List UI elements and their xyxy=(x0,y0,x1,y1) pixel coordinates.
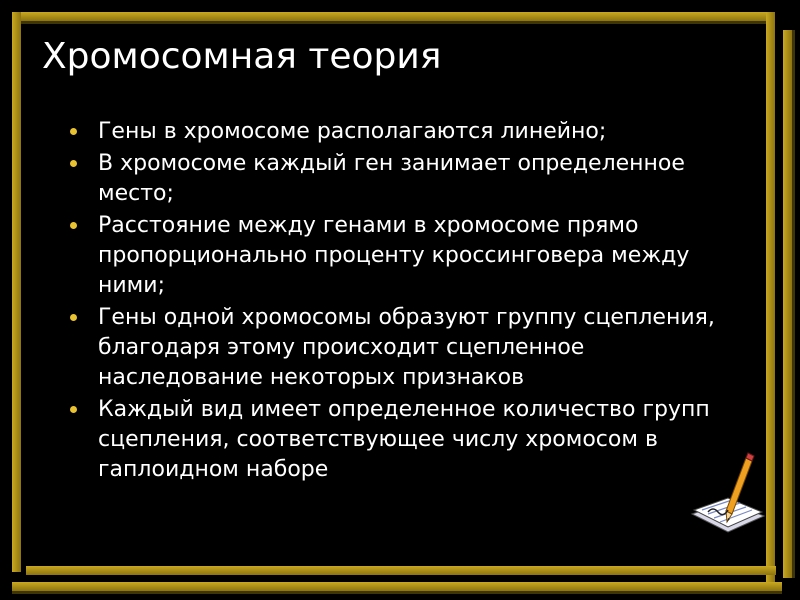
bullet-dot-icon xyxy=(70,128,77,135)
frame-left-bar xyxy=(12,12,21,572)
frame-right-outer-bar xyxy=(783,30,792,578)
frame-top-shadow xyxy=(14,21,774,24)
bullet-text: Гены одной хромосомы образуют группу сцепления, благодаря этому происходит сцепленное наследование некоторых признаков xyxy=(98,305,715,390)
bullet-item xyxy=(68,211,728,301)
bullet-dot-icon xyxy=(70,160,77,167)
bullet-dot-icon xyxy=(70,314,77,321)
slide-title: Хромосомная теория xyxy=(42,36,442,77)
frame-right-outer-shadow xyxy=(792,30,795,578)
bullet-dot-icon xyxy=(70,222,77,229)
bullet-text: В хромосоме каждый ген занимает определенное место; xyxy=(98,151,685,206)
frame-bottom-outer-bar xyxy=(12,582,782,591)
pencil-on-notepad-icon xyxy=(688,452,768,542)
bullet-text: Расстояние между генами в хромосоме прямо пропорционально проценту кроссинговера между ними; xyxy=(98,213,690,298)
bullet-item xyxy=(68,303,728,393)
bullet-item xyxy=(68,117,728,147)
frame-bottom-bar xyxy=(26,566,776,575)
bullet-text: Гены в хромосоме располагаются линейно; xyxy=(98,119,607,144)
bullet-dot-icon xyxy=(70,406,77,413)
bullet-item xyxy=(68,395,728,485)
frame-top-bar xyxy=(12,12,774,21)
bullet-text: Каждый вид имеет определенное количество групп сцепления, соответствующее числу хромосом в гаплоидном наборе xyxy=(98,397,710,482)
frame-bottom-outer-shadow xyxy=(12,591,782,594)
bullet-list xyxy=(68,117,728,487)
bullet-item xyxy=(68,149,728,209)
